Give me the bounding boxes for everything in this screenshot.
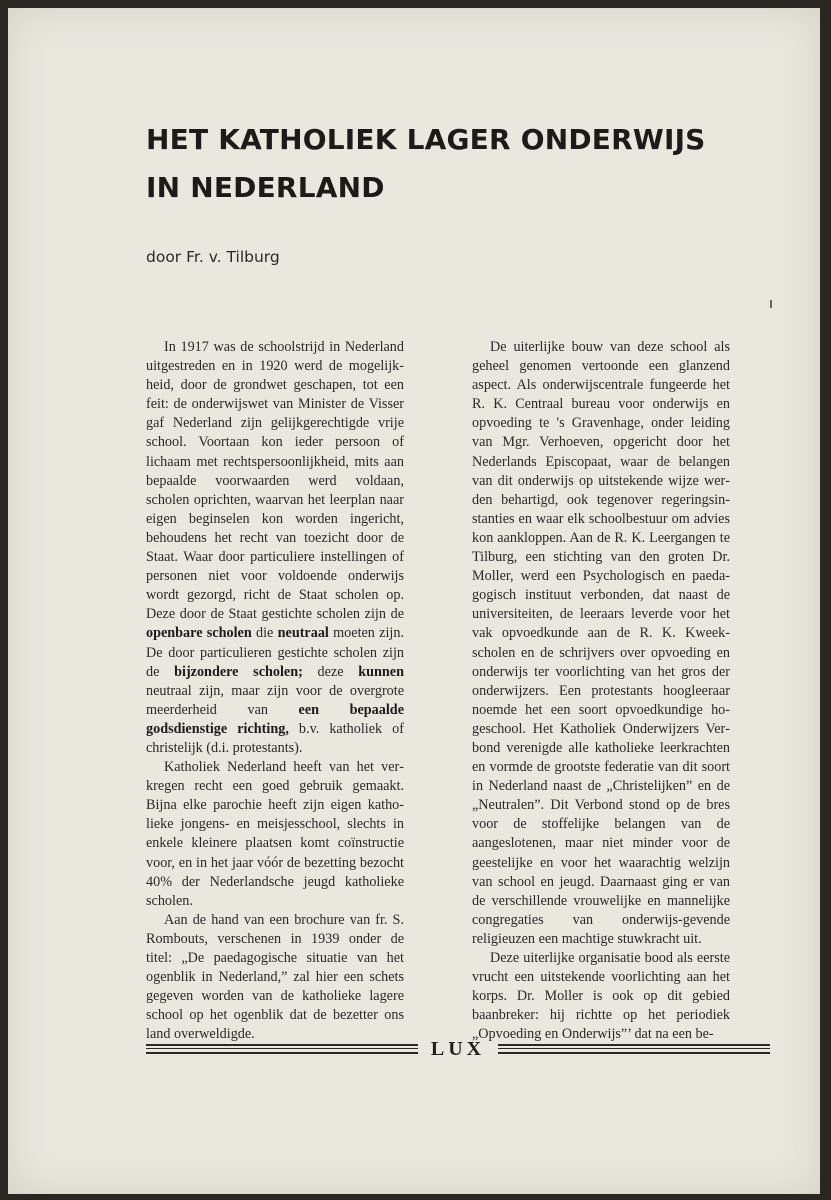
article-title bbox=[146, 116, 746, 212]
paragraph: De uiterlijke bouw van deze school als geheel genomen vertoonde een glanzend aspect. Als onderwijscentrale fungeerde het R. K. Centraal bureau voor onderwijs en opvoeding te 's Gravenhage, onder leiding van Mgr. Verhoeven, opgericht door het Nederlands Episcopaat, waar de belangen van dit onderwijs op uitstekende wijze werden behartigd, ook tegenover regeringsinstanties en waar elk schoolbestuur om advies kon aankloppen. Aan de R. K. Leergangen te Tilburg, een stichting van den groten Dr. Moller, werd een Psychologisch en paedagogisch instituut verbonden, dat naast de universiteiten, de leeraars leverde voor het vak opvoedkunde aan de R. K. Kweekscholen en de schrijvers over opvoeding en onderwijs ter voorlichting van het gros der onderwijzers. Een protestants hoogleeraar noemde het een soort opvoedkundige hogeschool. Het Katholiek Onderwijzers Verbond verenigde alle katholieke leerkrachten en vormde de grootste federatie van dit soort in Nederland naast de „Christelijken” en de „Neutralen”. Dit Verbond stond op de bres voor de stoffelijke belangen van de aangeslotenen, maar niet minder voor de geestelijke en voor het waarachtig welzijn van school en jeugd. Daarnaast ging er van de verschillende vrouwelijke en mannelijke congregaties van onderwijs-gevende religieuzen een machtige stuwkracht uit. bbox=[472, 339, 730, 947]
paragraph: In 1917 was de schoolstrijd in Nederland uitgestreden en in 1920 werd de mogelijkheid, door de grondwet geschapen, tot een feit: de onderwijswet van Minister de Visser gaf Nederland zijn gelijkgerechtigde vrije school. Voortaan kon ieder persoon of lichaam met rechtspersoonlijkheid, mits aan bepaalde voorwaarden werd voldaan, scholen oprichten, waarvan het leerplan naar eigen beginselen kon worden ingericht, behoudens het recht van toezicht door de Staat. Waar door particuliere instellingen of personen niet voor voldoende onderwijs wordt gezorgd, richt de Staat scholen op. Deze door de Staat gestichte scholen zijn de openbare scholen die neutraal moeten zijn. De door particulieren gestichte scholen zijn de bijzondere scholen; deze kunnen neutraal zijn, maar zijn voor de overgrote meerderheid van een bepaalde godsdienstige richting, b.v. katholiek of christelijk (d.i. protestants). bbox=[146, 339, 404, 756]
magazine-page bbox=[8, 8, 820, 1194]
footer-rule-right bbox=[498, 1044, 770, 1054]
lux-logo: LUX bbox=[430, 1038, 486, 1060]
page-footer bbox=[146, 1038, 770, 1060]
left-column bbox=[146, 338, 404, 1044]
title-line-1: HET KATHOLIEK LAGER ONDERWIJS bbox=[146, 123, 706, 156]
right-column bbox=[472, 338, 730, 1044]
paragraph: Deze uiterlijke organisatie bood als eerste vrucht een uitstekende voorlichting aan het korps. Dr. Moller is ook op dit gebied baanbreker: hij richtte op het periodiek „Opvoeding en Onderwijs”’ dat na een be- bbox=[472, 950, 730, 1043]
paper-speck bbox=[770, 300, 772, 308]
author-byline: door Fr. v. Tilburg bbox=[146, 248, 280, 266]
title-line-2: IN NEDERLAND bbox=[146, 171, 385, 204]
paragraph: Aan de hand van een brochure van fr. S. Rombouts, verschenen in 1939 onder de titel: „De paedagogische situatie van het ogenblik in Nederland,” zal hier een schets gegeven worden van de katholieke lagere school op het ogenblik dat de bezetter ons land overweldigde. bbox=[146, 911, 404, 1043]
paragraph: Katholiek Nederland heeft van het verkregen recht een goed gebruik gemaakt. Bijna elke parochie heeft zijn eigen katholieke jongens- en meisjesschool, slechts in enkele kleinere plaatsen komt coïnstructie voor, en in het jaar vóór de bezetting bezocht 40% der Nederlandsche jeugd katholieke scholen. bbox=[146, 759, 404, 909]
footer-rule-left bbox=[146, 1044, 418, 1054]
